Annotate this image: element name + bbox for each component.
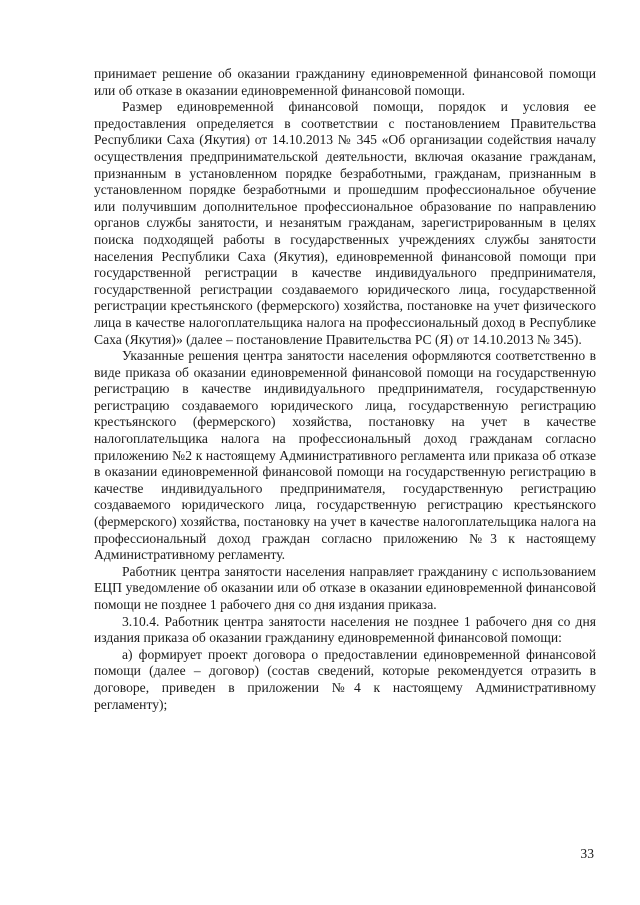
paragraph-aid-amount: Размер единовременной финансовой помощи, порядок и условия ее предоставления определяется в соответствии с постановлением Правительства Республики Саха (Якутия) от 14.10.2013 № 345 «Об организации содействия началу осуществления предпринимательской деятельности, включая оказание гражданам, признанным в установленном порядке безработными, гражданам, признанным в установленном порядке безработными и прошедшим профессиональное обучение или получившим дополнительное профессиональное образование по направлению органов службы занятости, и незанятым гражданам, зарегистрированным в целях поиска подходящей работы в государственных учреждениях службы занятости населения Республики Саха (Якутия), единовременной финансовой помощи при государственной регистрации в качестве индивидуального предпринимателя, государственной регистрации создаваемого юридического лица, государственной регистрации крестьянского (фермерского) хозяйства, постановке на учет физического лица в качестве налогоплательщика налога на профессиональный доход в Республике Саха (Якутия)» (далее – постановление Правительства РС (Я) от 14.10.2013 № 345). [94, 99, 596, 347]
page-number: 33 [580, 846, 594, 861]
paragraph-clause-3-10-4: 3.10.4. Работник центра занятости населения не позднее 1 рабочего дня со дня издания приказа об оказании гражданину единовременной финансовой помощи: [94, 613, 596, 646]
paragraph-notification: Работник центра занятости населения направляет гражданину с использованием ЕЦП уведомление об оказании или об отказе в оказании единовременной финансовой помощи не позднее 1 рабочего дня со дня издания приказа. [94, 563, 596, 612]
paragraph-decision-orders: Указанные решения центра занятости населения оформляются соответственно в виде приказа об оказании единовременной финансовой помощи на государственную регистрацию в качестве индивидуального предпринимателя, государственную регистрацию создаваемого юридического лица, государственную регистрацию крестьянского (фермерского) хозяйства, постановку на учет в качестве налогоплательщика налога на профессиональный доход гражданам согласно приложению №2 к настоящему Административного регламента или приказа об отказе в оказании единовременной финансовой помощи на государственную регистрацию в качестве индивидуального предпринимателя, государственную регистрацию создаваемого юридического лица, государственную регистрацию крестьянского (фермерского) хозяйства, постановку на учет в качестве налогоплательщика налога на профессиональный доход граждан согласно приложению №3 к настоящему Административному регламенту. [94, 348, 596, 563]
paragraph-continuation: принимает решение об оказании гражданину единовременной финансовой помощи или об отказе в оказании единовременной финансовой помощи. [94, 66, 596, 98]
document-body [94, 66, 596, 713]
paragraph-item-a: а) формирует проект договора о предоставлении единовременной финансовой помощи (далее – договор) (состав сведений, которые рекомендуется отразить в договоре, приведен в приложении №4 к настоящему Административному регламенту); [94, 646, 596, 712]
